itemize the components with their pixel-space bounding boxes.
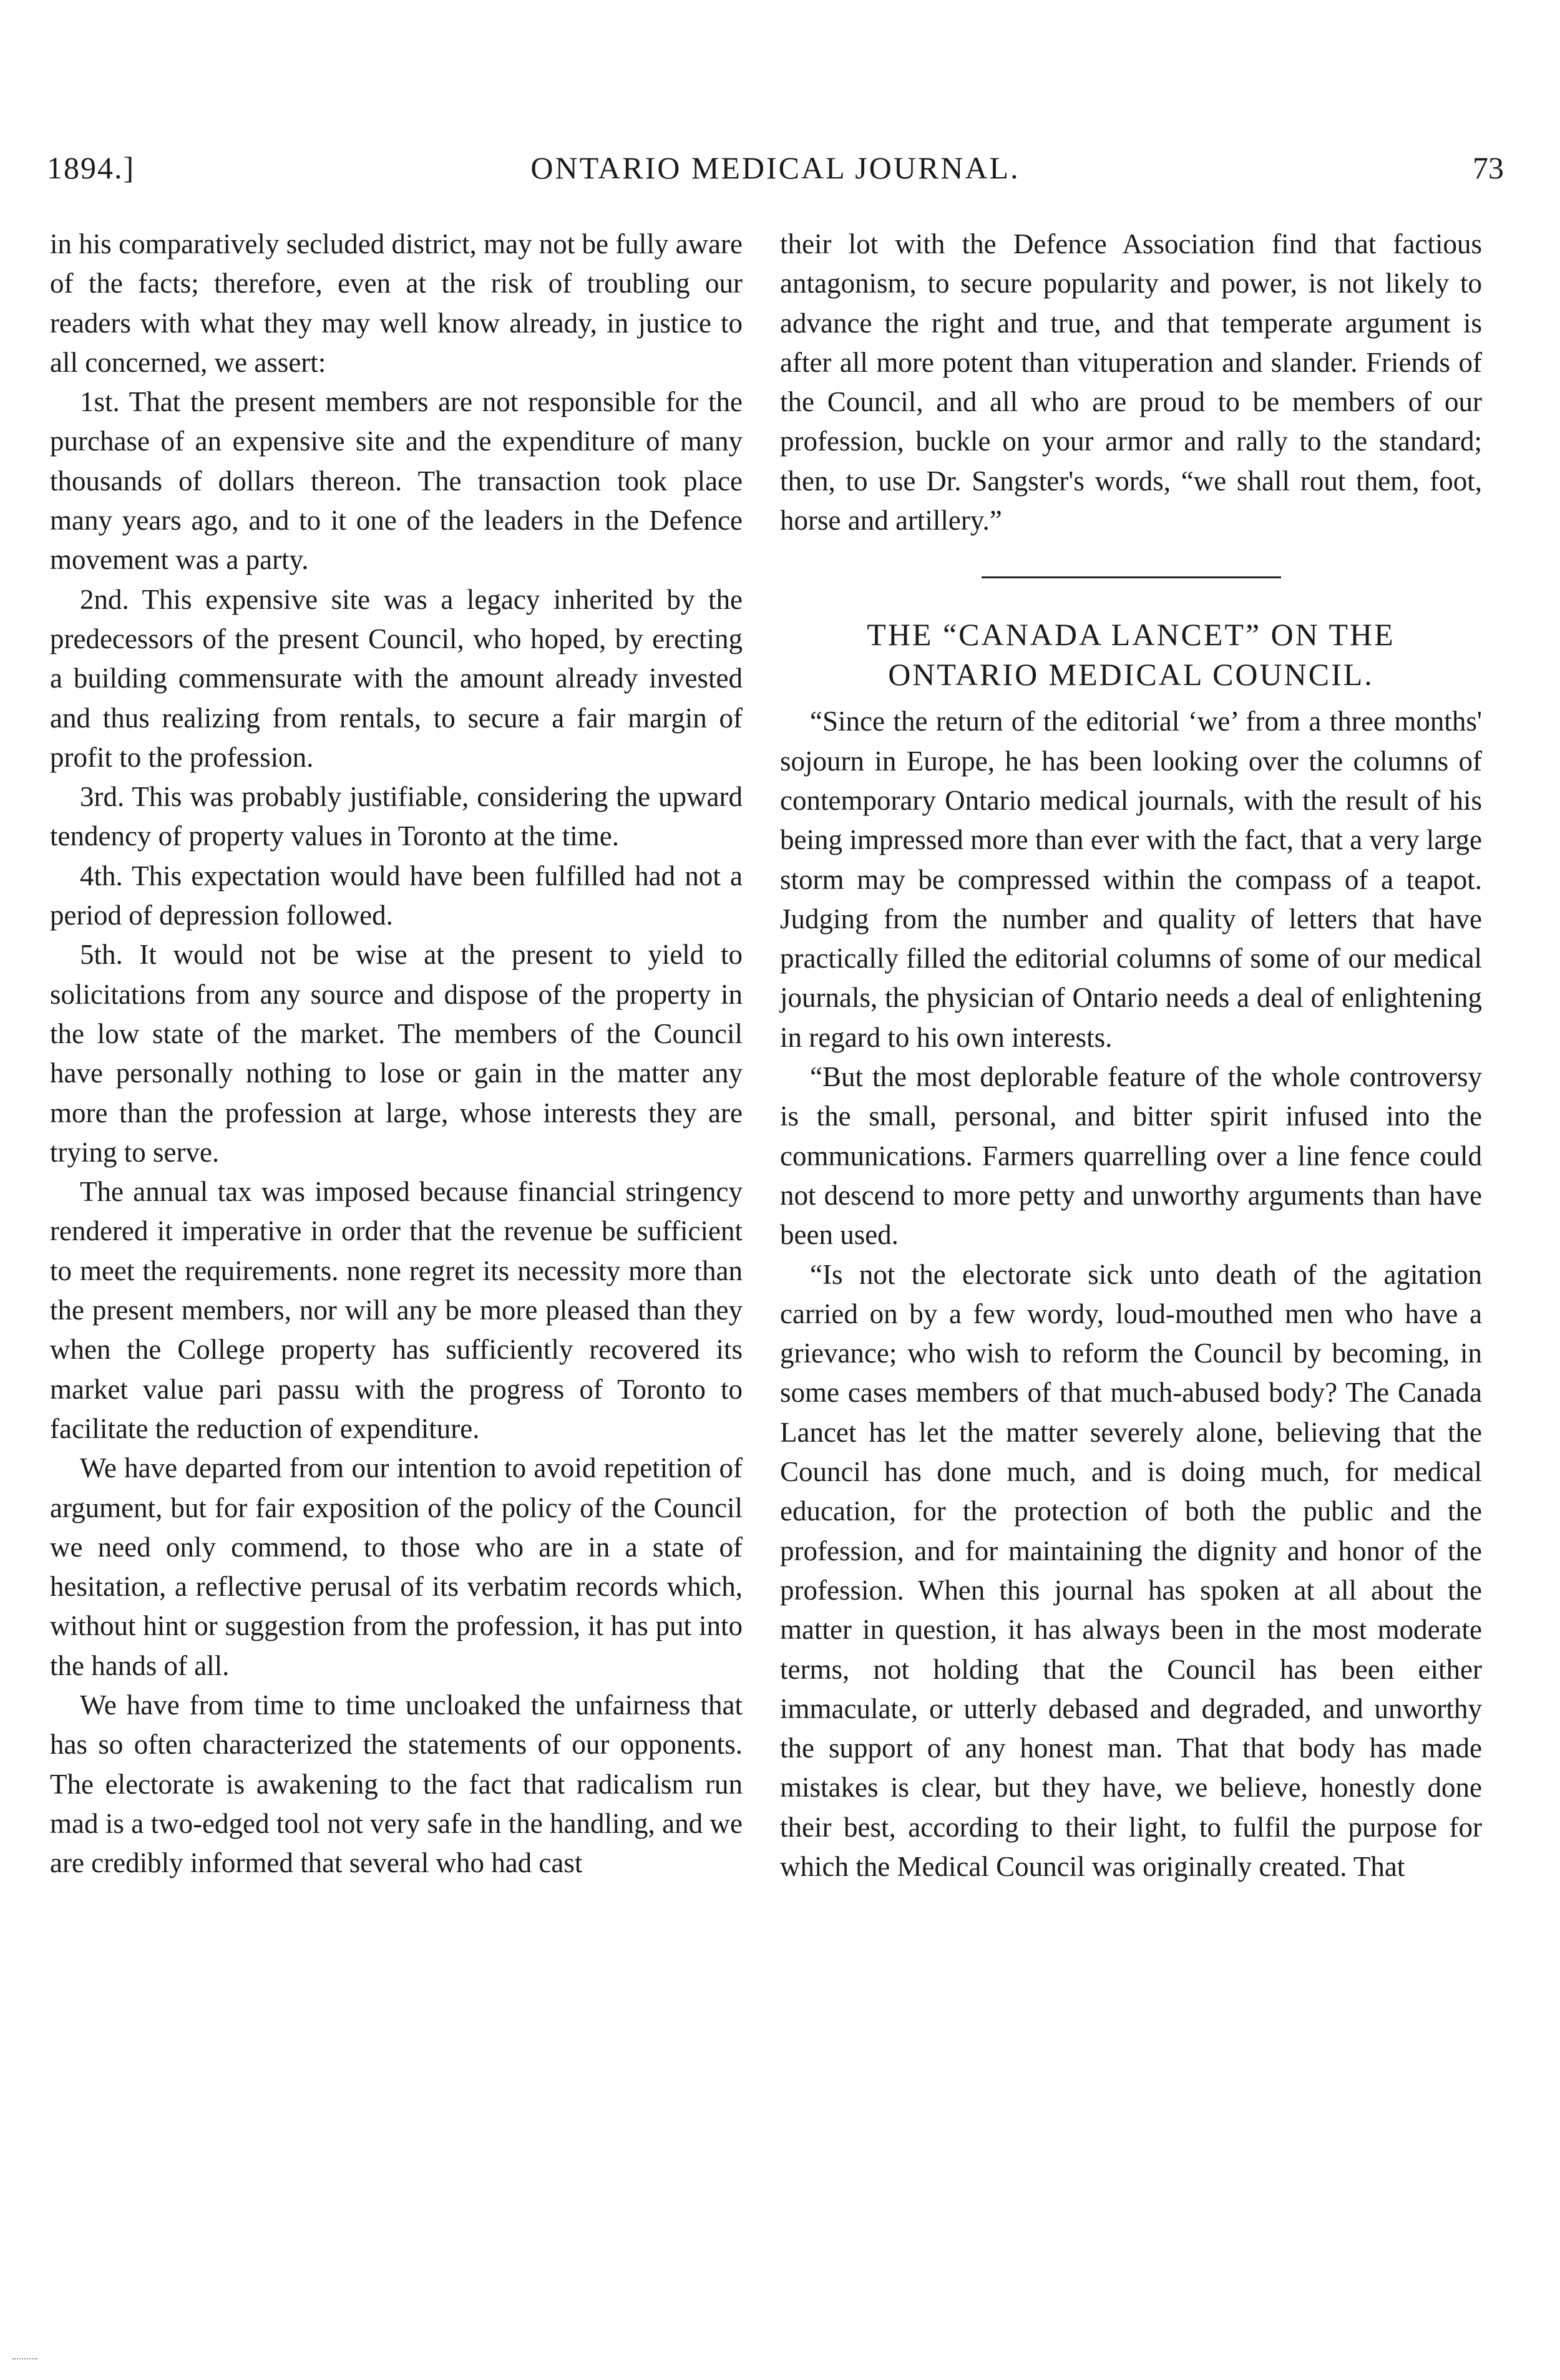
paragraph-continuation-right: their lot with the Defence Association find that factious antagonism, to secure popularity and power, is not likely to advance the right and true, and that temperate argument is after all more potent than vituperation and slander. Friends of the Council, and all who are proud to be members of our profession, buckle on your armor and rally to the standard; then, to use Dr. Sangster's words, “we shall rout them, foot, horse and artillery.” bbox=[780, 228, 1482, 537]
scan-mark bbox=[12, 2358, 37, 2363]
journal-title: ONTARIO MEDICAL JOURNAL. bbox=[530, 150, 1020, 185]
section-title bbox=[780, 614, 1482, 694]
page-number: 73 bbox=[1473, 150, 1504, 185]
point-fourth: 4th. This expectation would have been fulfilled had not a period of depression followed. bbox=[50, 860, 743, 931]
paragraph-uncloaked: We have from time to time uncloaked the unfairness that has so often characterized the statements of our opponents. The electorate is awakening to the fact that radicalism run mad is a two-edged tool not very safe in the handling, and we are credibly informed that several who had cast bbox=[50, 1689, 743, 1879]
section-title-line-1: THE “CANADA LANCET” ON THE bbox=[867, 617, 1395, 653]
point-fifth: 5th. It would not be wise at the present to yield to solicitations from any source and dispose of the property in the low state of the market. The members of the Council have personally nothing to lose or gain in the matter any more than the profession at large, whose interests they are trying to serve. bbox=[50, 939, 743, 1168]
paragraph-annual-tax: The annual tax was imposed because financial stringency rendered it imperative in order that the revenue be sufficient to meet the requirements. none regret its necessity more than the present members, nor will any be more pleased than they when the College property has sufficiently recovered its market value pari passu with the progress of Toronto to facilitate the reduction of expenditure. bbox=[50, 1176, 743, 1444]
quote-paragraph-2: “But the most deplorable feature of the whole controversy is the small, personal, and bitter spirit infused into the communications. Farmers quarrelling over a line fence could not descend to more petty and unworthy arguments than have been used. bbox=[780, 1061, 1482, 1251]
point-third: 3rd. This was probably justifiable, considering the upward tendency of property values in Toronto at the time. bbox=[50, 781, 743, 852]
point-second: 2nd. This expensive site was a legacy inherited by the predecessors of the present Council, who hoped, by erecting a building commensurate with the amount already invested and thus realizing from rentals, to secure a fair margin of profit to the profession. bbox=[50, 583, 743, 773]
right-column bbox=[780, 225, 1482, 1887]
quote-paragraph-3: “Is not the electorate sick unto death of the agitation carried on by a few wordy, loud-mouthed men who have a grievance; who wish to reform the Council by becoming, in some cases members of that much-abused body? The Canada Lancet has let the matter severely alone, believing that the Council has done much, and is doing much, for medical education, for the protection of both the public and the profession, and for maintaining the dignity and honor of the profession. When this journal has spoken at all about the matter in question, it has always been in the most moderate terms, not holding that the Council has been either immaculate, or utterly debased and degraded, and unworthy the support of any honest man. That that body has made mistakes is clear, but they have, we believe, honestly done their best, according to their light, to fulfil the purpose for which the Medical Council was originally created. That bbox=[780, 1258, 1482, 1882]
section-divider bbox=[982, 576, 1281, 578]
header-year: 1894.] bbox=[47, 150, 135, 185]
point-first: 1st. That the present members are not responsible for the purchase of an expensive site and the expenditure of many thousands of dollars thereon. The transaction took place many years ago, and to it one of the leaders in the Defence movement was a party. bbox=[50, 386, 743, 576]
section-title-line-2: ONTARIO MEDICAL COUNCIL. bbox=[888, 657, 1374, 692]
paragraph-departed: We have departed from our intention to avoid repetition of argument, but for fair exposition of the policy of the Council we need only commend, to those who are in a state of hesitation, a reflective perusal of its verbatim records which, without hint or suggestion from the profession, it has put into the hands of all. bbox=[50, 1452, 743, 1681]
quote-paragraph-1: “Since the return of the editorial ‘we’ from a three months' sojourn in Europe, he has been looking over the columns of contemporary Ontario medical journals, with the result of his being impressed more than ever with the fact, that a very large storm may be compressed within the compass of a teapot. Judging from the number and quality of letters that have practically filled the editorial columns of some of our medical journals, the physician of Ontario needs a deal of enlightening in regard to his own interests. bbox=[780, 706, 1482, 1053]
running-header bbox=[47, 150, 1504, 193]
paragraph-continuation: in his comparatively secluded district, may not be fully aware of the facts; therefore, even at the risk of troubling our readers with what they may well know already, in justice to all concerned, we assert: bbox=[50, 228, 743, 378]
left-column bbox=[50, 225, 743, 1883]
